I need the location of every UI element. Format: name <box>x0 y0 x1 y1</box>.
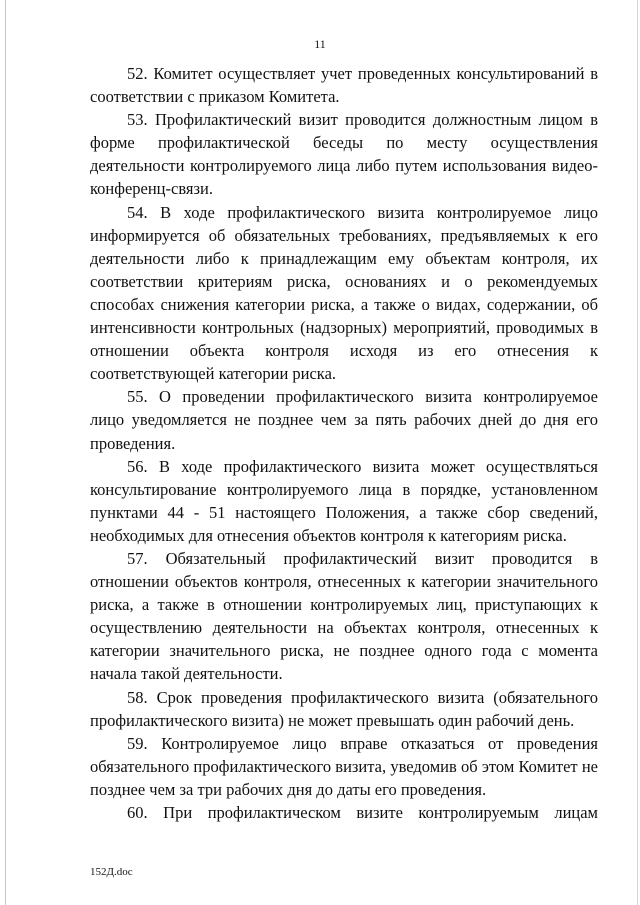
paragraph-60: 60. При профилактическом визите контролируемым лицам <box>127 803 598 822</box>
paragraph-58: 58. Срок проведения профилактического визита (обязательного профилактического визита) не может превышать один рабочий день. <box>90 687 598 730</box>
page-number: 11 <box>314 37 326 51</box>
paragraph-54: 54. В ходе профилактического визита контролируемое лицо информируется об обязательных требованиях, предъявляемых к его деятельности либо к принадлежащим ему объектам контроля, их соответствии критериям риска, основаниях и о рекомендуемых способах снижения категории риска, а также о видах, содержании, об интенсивности контрольных (надзорных) мероприятий, проводимых в отношении объекта контроля исходя из его отнесения к соответствующей категории риска. <box>90 202 598 384</box>
paragraph-57: 57. Обязательный профилактический визит проводится в отношении объектов контроля, отнесенных к категории значительного риска, а также в отношении контролируемых лиц, приступающих к осуществлению деятельности на объектах контроля, отнесенных к категории значительного риска, не позднее одного года с момента начала такой деятельности. <box>90 548 598 684</box>
scan-edge-right <box>637 0 638 905</box>
document-body <box>90 62 598 824</box>
paragraph-59: 59. Контролируемое лицо вправе отказаться от проведения обязательного профилактического визита, уведомив об этом Комитет не позднее чем за три рабочих дня до даты его проведения. <box>90 733 598 799</box>
scan-edge-left <box>5 0 6 905</box>
paragraph-52: 52. Комитет осуществляет учет проведенных консультирований в соответствии с приказом Комитета. <box>90 64 598 107</box>
paragraph-56: 56. В ходе профилактического визита может осуществляться консультирование контролируемого лица в порядке, установленном пунктами 44 - 51 настоящего Положения, а также сбор сведений, необходимых для отнесения объектов контроля к категориям риска. <box>90 456 598 545</box>
paragraph-55: 55. О проведении профилактического визита контролируемое лицо уведомляется не позднее чем за пять рабочих дней до дня его проведения. <box>90 387 598 453</box>
paragraph-53: 53. Профилактический визит проводится должностным лицом в форме профилактической беседы по месту осуществления деятельности контролируемого лица либо путем использования видео-конференц-связи. <box>90 110 598 199</box>
footer-filename: 152Д.doc <box>90 866 133 878</box>
